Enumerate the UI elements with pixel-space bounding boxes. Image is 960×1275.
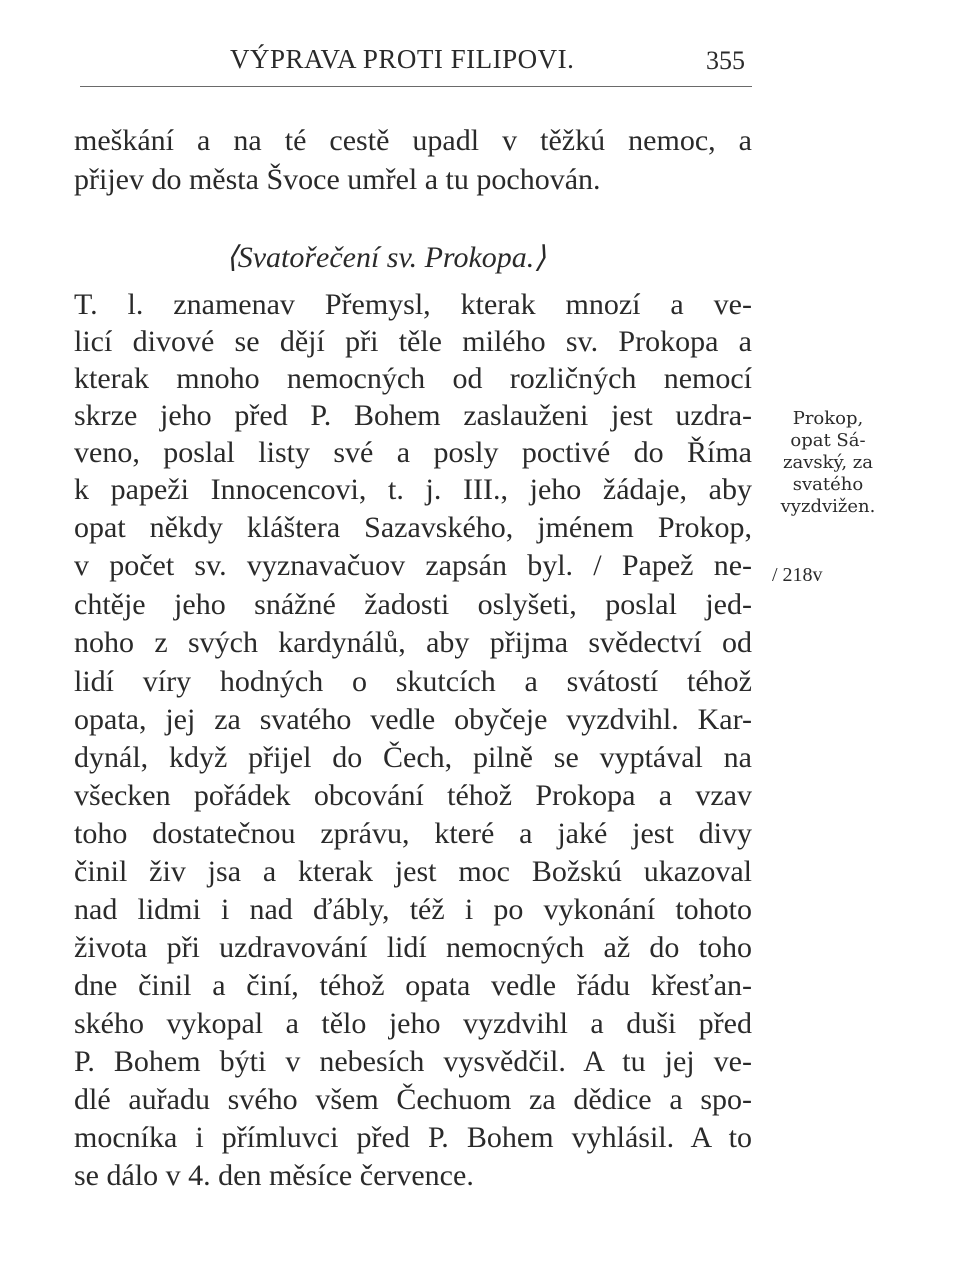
marginal-note — [758, 408, 898, 518]
text-line: dynál, když přijel do Čech, pilně se vyptával na — [74, 741, 752, 774]
text-line: kterak mnoho nemocných od rozličných nemocí — [74, 362, 752, 395]
text-line: licí divové se dějí při těle milého sv. Prokopa a — [74, 325, 752, 358]
section-heading: ⟨Svatořečení sv. Prokopa.⟩ — [226, 241, 546, 274]
text-line: noho z svých kardynálů, aby přijma svědectví od — [74, 626, 752, 659]
folio-reference: / 218v — [772, 564, 823, 586]
text-line: T. l. znamenav Přemysl, kterak mnozí a ve- — [74, 288, 752, 321]
text-line: všecken pořádek obcování téhož Prokopa a vzav — [74, 779, 752, 812]
page-number: 355 — [706, 46, 745, 75]
marginal-note-line: zavský, za — [783, 452, 873, 473]
text-line: dlé auřadu svého všem Čechuom za dědice a spo- — [74, 1083, 752, 1116]
marginal-note-line: vyzdvižen. — [780, 496, 876, 517]
text-line: k papeži Innocencovi, t. j. III., jeho žádaje, aby — [74, 473, 752, 506]
text-line: činil živ jsa a kterak jest moc Božskú ukazoval — [74, 855, 752, 888]
text-line: veno, poslal listy své a posly poctivé do Říma — [74, 436, 752, 469]
running-head-title: VÝPRAVA PROTI FILIPOVI. — [230, 44, 575, 74]
text-line: v počet sv. vyznavačuov zapsán byl. / Papež ne- — [74, 549, 752, 582]
text-line: P. Bohem býti v nebesích vysvědčil. A tu jej ve- — [74, 1045, 752, 1078]
text-line: dne činil a činí, téhož opata vedle řádu křesťan- — [74, 969, 752, 1002]
text-line: opata, jej za svatého vedle obyčeje vyzdvihl. Kar- — [74, 703, 752, 736]
text-line: mocníka i přímluvci před P. Bohem vyhlásil. A to — [74, 1121, 752, 1154]
text-line: opat někdy kláštera Sazavského, jménem Prokop, — [74, 511, 752, 544]
marginal-note-line: svatého — [792, 474, 864, 495]
text-line: meškání a na té cestě upadl v těžkú nemoc, a — [74, 124, 752, 157]
text-line: ského vykopal a tělo jeho vyzdvihl a duši před — [74, 1007, 752, 1040]
text-line: života při uzdravování lidí nemocných až do toho — [74, 931, 752, 964]
text-line: chtěje jeho snážné žadosti oslyšeti, poslal jed- — [74, 588, 752, 621]
marginal-note-line: opat Sá- — [790, 430, 866, 451]
marginal-note-line: Prokop, — [792, 408, 864, 429]
text-line: nad lidmi i nad ďábly, též i po vykonání tohoto — [74, 893, 752, 926]
text-line: skrze jeho před P. Bohem zaslauženi jest uzdra- — [74, 399, 752, 432]
text-line: lidí víry hodných o skutcích a svátostí téhož — [74, 665, 752, 698]
text-line: přijev do města Švoce umřel a tu pochován. — [74, 163, 601, 196]
header-rule — [80, 86, 752, 87]
text-line: se dálo v 4. den měsíce července. — [74, 1159, 474, 1192]
text-line: toho dostatečnou zprávu, které a jaké jest divy — [74, 817, 752, 850]
